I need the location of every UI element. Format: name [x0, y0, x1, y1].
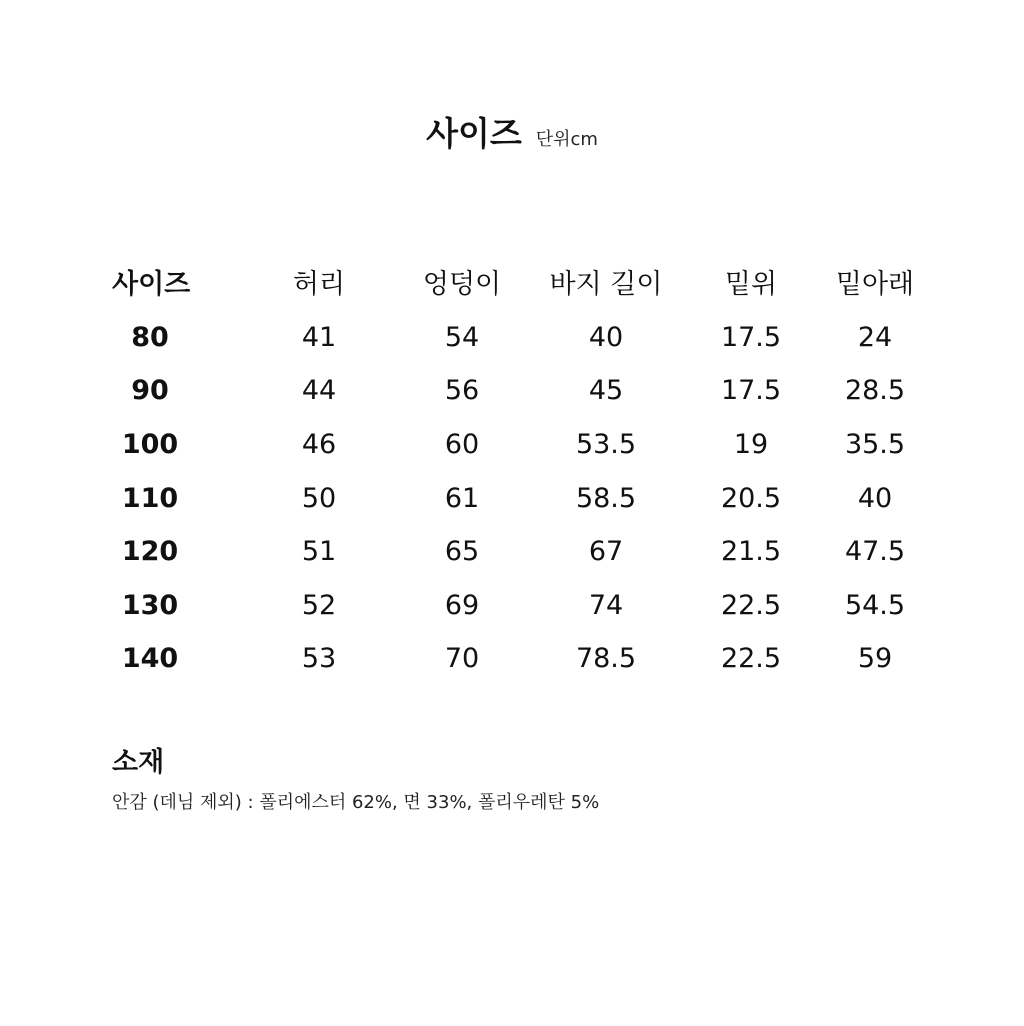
column-header-length: 바지 길이: [549, 269, 663, 300]
size-cell: 140: [121, 643, 179, 674]
length-cell: 67: [588, 536, 624, 567]
page-title: 사이즈: [426, 114, 522, 153]
column-header-hem: 밑아래: [835, 269, 915, 300]
table-row: [0, 425, 1024, 465]
size-cell: 120: [121, 536, 179, 567]
size-cell: 110: [121, 483, 179, 514]
rise-cell: 19: [733, 429, 769, 460]
rise-cell: 21.5: [720, 536, 782, 567]
waist-cell: 52: [301, 590, 337, 621]
hem-cell: 47.5: [844, 536, 906, 567]
hem-cell: 40: [857, 483, 893, 514]
hem-cell: 28.5: [844, 375, 906, 406]
size-cell: 80: [131, 322, 169, 353]
table-row: [0, 639, 1024, 679]
page-header: [0, 108, 1024, 155]
unit-label: 단위cm: [535, 129, 598, 150]
table-header-row: [0, 265, 1024, 305]
rise-cell: 17.5: [720, 375, 782, 406]
hem-cell: 59: [857, 643, 893, 674]
length-cell: 45: [588, 375, 624, 406]
hip-cell: 56: [444, 375, 480, 406]
length-cell: 78.5: [575, 643, 637, 674]
waist-cell: 53: [301, 643, 337, 674]
hip-cell: 61: [444, 483, 480, 514]
rise-cell: 20.5: [720, 483, 782, 514]
material-title: 소재: [112, 747, 165, 778]
rise-cell: 22.5: [720, 590, 782, 621]
hip-cell: 70: [444, 643, 480, 674]
hip-cell: 69: [444, 590, 480, 621]
hip-cell: 65: [444, 536, 480, 567]
waist-cell: 46: [301, 429, 337, 460]
column-header-hip: 엉덩이: [422, 269, 502, 300]
table-row: [0, 586, 1024, 626]
length-cell: 58.5: [575, 483, 637, 514]
table-row: [0, 532, 1024, 572]
table-row: [0, 371, 1024, 411]
rise-cell: 17.5: [720, 322, 782, 353]
size-cell: 90: [131, 375, 169, 406]
waist-cell: 50: [301, 483, 337, 514]
table-row: [0, 479, 1024, 519]
column-header-waist: 허리: [292, 269, 346, 300]
material-description: 안감 (데님 제외) : 폴리에스터 62%, 면 33%, 폴리우레탄 5%: [112, 792, 600, 813]
waist-cell: 41: [301, 322, 337, 353]
hem-cell: 35.5: [844, 429, 906, 460]
length-cell: 40: [588, 322, 624, 353]
table-row: [0, 318, 1024, 358]
hip-cell: 54: [444, 322, 480, 353]
size-cell: 100: [121, 429, 179, 460]
waist-cell: 51: [301, 536, 337, 567]
column-header-rise: 밑위: [724, 269, 778, 300]
waist-cell: 44: [301, 375, 337, 406]
length-cell: 53.5: [575, 429, 637, 460]
hem-cell: 24: [857, 322, 893, 353]
hip-cell: 60: [444, 429, 480, 460]
rise-cell: 22.5: [720, 643, 782, 674]
hem-cell: 54.5: [844, 590, 906, 621]
column-header-size: 사이즈: [112, 269, 191, 300]
size-cell: 130: [121, 590, 179, 621]
length-cell: 74: [588, 590, 624, 621]
